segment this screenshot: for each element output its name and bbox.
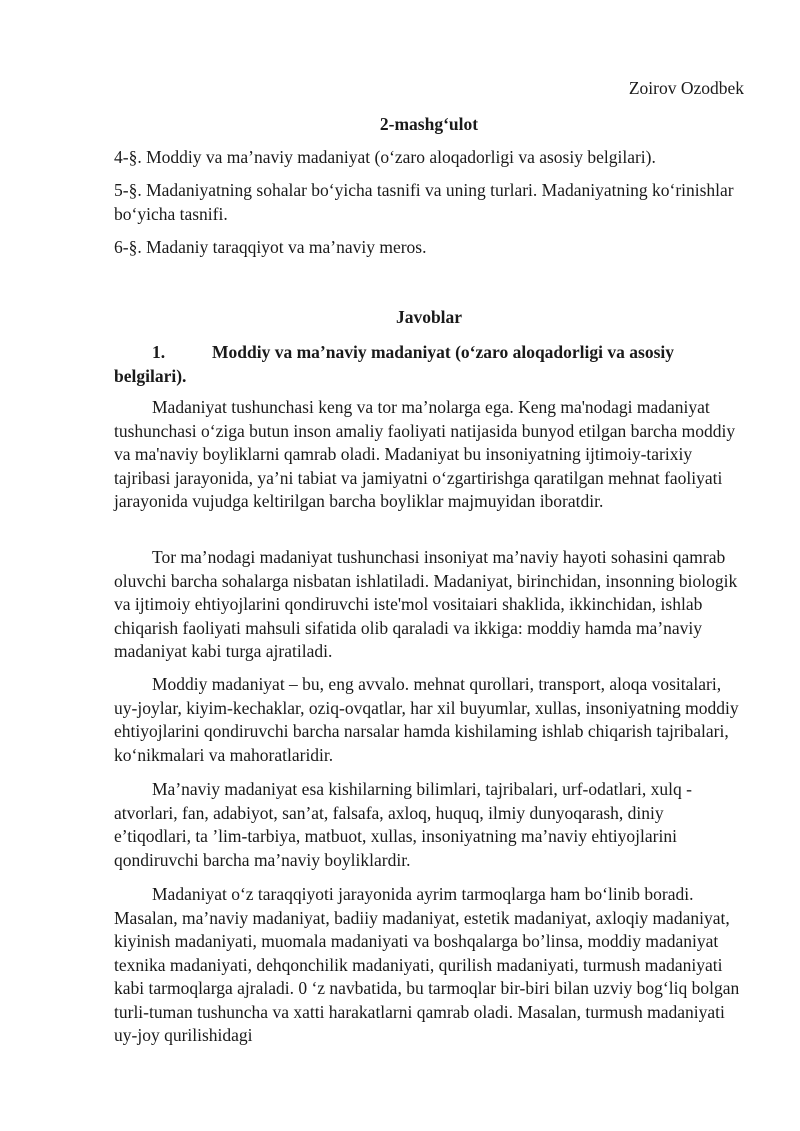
answers-heading: Javoblar <box>395 307 463 327</box>
body-paragraph: Ma’naviy madaniyat esa kishilarning bilimlari, tajribalari, urf-odatlari, xulq - atvorlari, fan, adabiyot, san’at, falsafa, axloq, huquq, ilmiy dunyoqarash, diniy e’tiqodlari, ta ’lim-tarbiya, matbuot, xullas, insoniyatning ma’naviy ehtiyojlarini qondiruvchi barcha ma’naviy boyliklardir. <box>114 779 692 870</box>
body-paragraph: Tor ma’nodagi madaniyat tushunchasi insoniyat ma’naviy hayoti sohasini qamrab oluvchi barcha sohalarga nisbatan ishlatiladi. Madaniyat, birinchidan, insonning biologik va ijtimoiy ehtiyojlarini qondiruvchi iste'mol vositaiari shaklida, ikkinchidan, ishlab chiqarish faoliyati mahsuli sifatida olib qaraladi va ikkiga: moddiy hamda ma’naviy madaniyat kabi turga ajratiladi. <box>114 547 738 661</box>
topic-item: 6-§. Madaniy taraqqiyot va ma’naviy meros. <box>114 237 427 257</box>
body-paragraph: Madaniyat tushunchasi keng va tor ma’nolarga ega. Keng ma'nodagi madaniyat tushunchasi o‘ziga butun inson amaliy faoliyati natijasida bunyod etilgan barcha moddiy va ma'naviy boyliklarni qamrab oladi. Madaniyat bu insoniyatning ijtimoiy-tarixiy tajribasi jarayonida, ya’ni tabiat va jamiyatni o‘zgartirishga qaratilgan mehnat faoliyati jarayonida vujudga keltirilgan barcha boyliklar majmuyidan iboratdir. <box>114 397 736 511</box>
body-paragraph: Madaniyat o‘z taraqqiyoti jarayonida ayrim tarmoqlarga ham bo‘linib boradi. Masalan, ma’naviy madaniyat, badiiy madaniyat, estetik madaniyat, axloqiy madaniyat, kiyinish madaniyati, muomala madaniyati va boshqalarga bo’linsa, moddiy madaniyat texnika madaniyati, dehqonchilik madaniyati, qurilish madaniyati, turmush madaniyati kabi tarmoqlarga ajraladi. 0 ‘z navbatida, bu tarmoqlar bir-biri bilan uzviy bog‘liq bolgan turli-tuman tushuncha va xatti harakatlarni qamrab oladi. Masalan, turmush madaniyati uy-joy qurilishidagi <box>114 884 740 1045</box>
body-paragraph: Moddiy madaniyat – bu, eng avvalo. mehnat qurollari, transport, aloqa vositalari, uy-joylar, kiyim-kechaklar, oziq-ovqatlar, har xil buyumlar, xullas, insoniyatning moddiy ehtiyojlarini qondiruvchi barcha narsalar hamda kishilaming ishlab chiqarish tajribalari, ko‘nikmalari va mahoratlaridir. <box>114 674 739 765</box>
lesson-title: 2-mashg‘ulot <box>379 114 479 134</box>
question-text: Moddiy va ma’naviy madaniyat (o‘zaro aloqadorligi va asosiy belgilari). <box>114 342 674 386</box>
author-name: Zoirov Ozodbek <box>628 78 744 98</box>
topic-item: 4-§. Moddiy va ma’naviy madaniyat (o‘zaro aloqadorligi va asosiy belgilari). <box>114 147 656 167</box>
topic-item: 5-§. Madaniyatning sohalar bo‘yicha tasnifi va uning turlari. Madaniyatning ko‘rinishlar bo‘yicha tasnifi. <box>114 180 734 224</box>
question-number: 1. <box>152 342 166 362</box>
question-heading <box>114 341 744 388</box>
